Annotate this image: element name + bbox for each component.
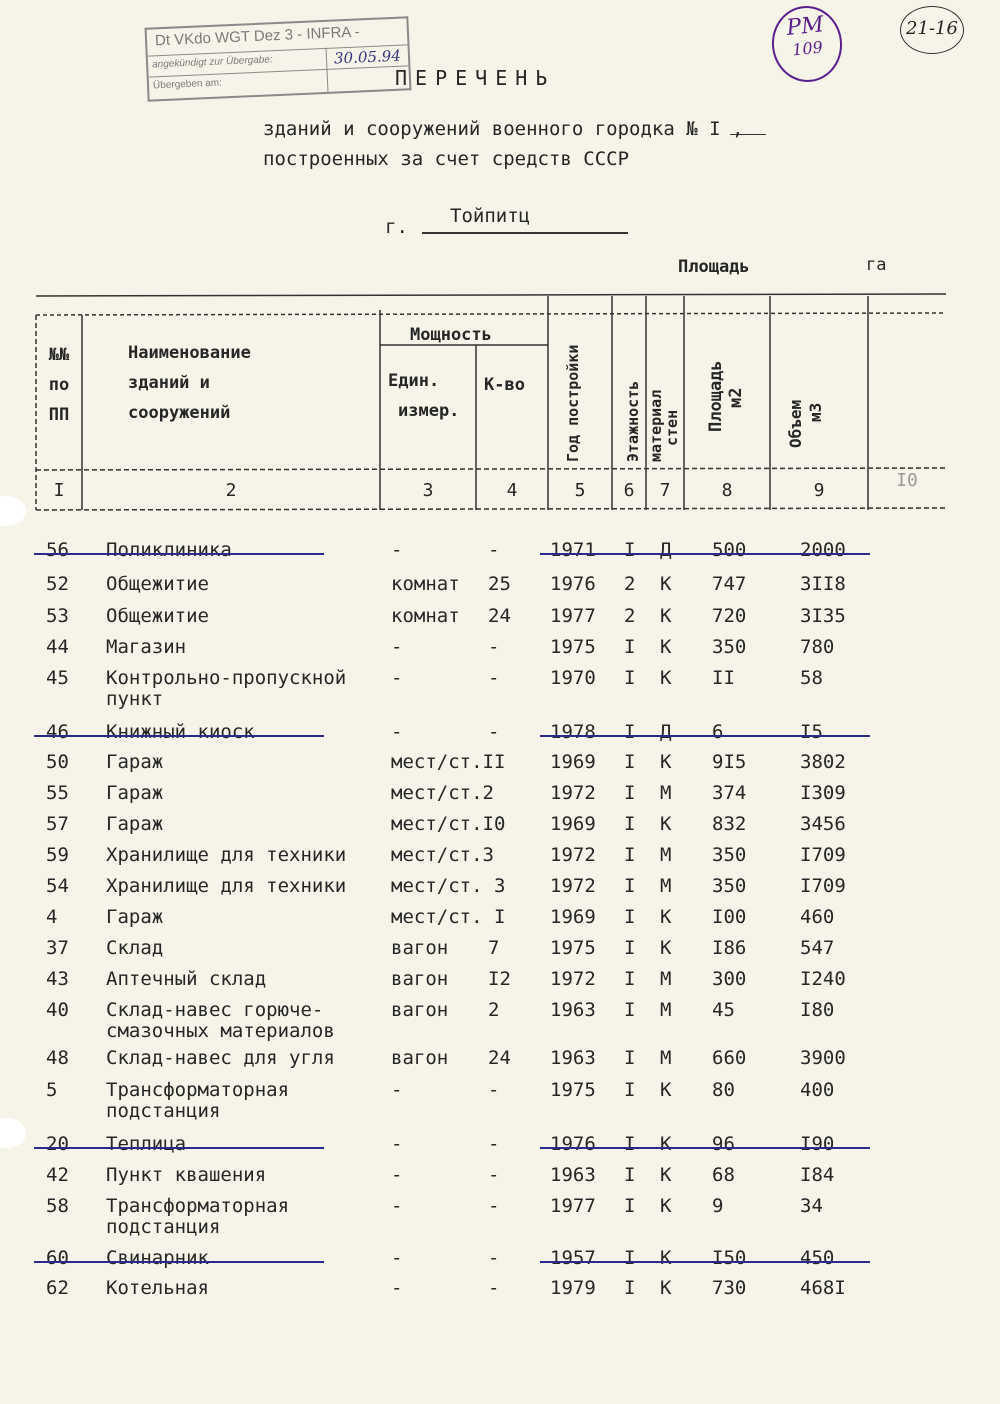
cell-year: 1975: [550, 636, 596, 658]
cell-year: 1976: [550, 573, 596, 595]
cell-area: I00: [712, 906, 747, 928]
cell-year: 1976: [550, 1133, 596, 1155]
cell-num: 53: [46, 605, 69, 627]
cell-unit: -: [391, 1195, 403, 1217]
cell-qty: -: [488, 1133, 500, 1155]
header-unit: Един. измер.: [388, 371, 460, 421]
handwritten-pm-mark: PM 109: [768, 3, 846, 86]
cell-qty: -: [488, 667, 500, 689]
strikethrough-name: [34, 1147, 324, 1149]
cell-num: 60: [46, 1247, 69, 1269]
cell-mat: Д: [660, 721, 672, 743]
cell-unit: мест/ст. I: [391, 906, 506, 928]
cell-mat: К: [660, 1079, 672, 1101]
cell-num: 50: [46, 751, 69, 773]
cell-qty: 24: [488, 605, 511, 627]
cell-mat: М: [660, 782, 672, 804]
cell-num: 58: [46, 1195, 69, 1217]
cell-vol: I5: [800, 721, 823, 743]
cell-unit: комнат: [391, 605, 460, 627]
cell-area: 747: [712, 573, 747, 595]
cell-num: 52: [46, 573, 69, 595]
stamp-line3: Übergeben am:: [152, 77, 223, 92]
cell-area: I86: [712, 937, 747, 959]
cell-mat: Д: [660, 539, 672, 561]
cell-num: 37: [46, 937, 69, 959]
cell-unit: -: [391, 1164, 403, 1186]
cell-area: 660: [712, 1047, 747, 1069]
cell-mat: К: [660, 1195, 672, 1217]
cell-floors: I: [624, 1079, 636, 1101]
stamp-handwritten-date: 30.05.94: [333, 46, 402, 68]
strikethrough-name: [34, 1261, 324, 1263]
cell-year: 1970: [550, 667, 596, 689]
cell-floors: I: [624, 844, 636, 866]
cell-name: Контрольно-пропускной пункт: [106, 667, 347, 710]
cell-name: Склад: [106, 937, 164, 959]
cell-vol: 2000: [800, 539, 846, 561]
cell-mat: К: [660, 667, 672, 689]
cell-area: 730: [712, 1277, 747, 1299]
cell-num: 43: [46, 968, 69, 990]
cell-num: 20: [46, 1133, 69, 1155]
cell-name: Трансформаторная подстанция: [106, 1079, 290, 1122]
handwritten-reference-mark: 21-16: [900, 6, 964, 54]
cell-unit: -: [391, 721, 403, 743]
cell-name: Склад-навес горюче- смазочных материалов: [106, 999, 335, 1042]
cell-num: 40: [46, 999, 69, 1021]
cell-num: 44: [46, 636, 69, 658]
cell-floors: I: [624, 1247, 636, 1269]
cell-num: 55: [46, 782, 69, 804]
header-name: Наименование зданий и сооружений: [128, 343, 251, 423]
cell-mat: К: [660, 1247, 672, 1269]
cell-floors: I: [624, 906, 636, 928]
cell-floors: I: [624, 1195, 636, 1217]
cell-year: 1963: [550, 999, 596, 1021]
cell-floors: I: [624, 968, 636, 990]
cell-vol: 450: [800, 1247, 835, 1269]
cell-unit: -: [391, 636, 403, 658]
cell-area: 6: [712, 721, 724, 743]
cell-area: I50: [712, 1247, 747, 1269]
cell-name: Книжный киоск: [106, 721, 255, 743]
punch-hole-bottom: [0, 1118, 26, 1148]
cell-name: Гараж: [106, 751, 164, 773]
header-volume: Объем м3: [786, 399, 825, 448]
cell-vol: I709: [800, 875, 846, 897]
cell-area: 832: [712, 813, 747, 835]
cell-mat: К: [660, 813, 672, 835]
cell-name: Котельная: [106, 1277, 209, 1299]
stamp-line2: angekündigt zur Übergabe:: [151, 54, 273, 71]
cell-year: 1972: [550, 844, 596, 866]
table-header-grid: [0, 0, 1000, 530]
cell-area: 350: [712, 844, 747, 866]
cell-mat: М: [660, 968, 672, 990]
colnum-7: 7: [659, 480, 671, 501]
cell-year: 1969: [550, 813, 596, 835]
cell-year: 1975: [550, 937, 596, 959]
strikethrough-name: [34, 735, 324, 737]
cell-name: Общежитие: [106, 573, 209, 595]
cell-qty: -: [488, 1195, 500, 1217]
cell-name: Магазин: [106, 636, 187, 658]
cell-num: 48: [46, 1047, 69, 1069]
cell-mat: М: [660, 844, 672, 866]
cell-area: 9I5: [712, 751, 747, 773]
cell-mat: М: [660, 999, 672, 1021]
cell-year: 1972: [550, 782, 596, 804]
cell-qty: 7: [488, 937, 500, 959]
cell-mat: К: [660, 1133, 672, 1155]
cell-mat: К: [660, 1277, 672, 1299]
cell-num: 62: [46, 1277, 69, 1299]
cell-floors: I: [624, 782, 636, 804]
cell-unit: мест/ст.3: [391, 844, 494, 866]
cell-qty: 25: [488, 573, 511, 595]
cell-unit: -: [391, 539, 403, 561]
cell-vol: 468I: [800, 1277, 846, 1299]
cell-vol: I90: [800, 1133, 835, 1155]
cell-qty: -: [488, 539, 500, 561]
cell-qty: -: [488, 1164, 500, 1186]
cell-year: 1975: [550, 1079, 596, 1101]
cell-floors: I: [624, 636, 636, 658]
cell-floors: I: [624, 751, 636, 773]
cell-unit: вагон: [391, 937, 449, 959]
cell-year: 1972: [550, 875, 596, 897]
cell-floors: 2: [624, 605, 636, 627]
cell-year: 1977: [550, 605, 596, 627]
header-material: материал стен: [647, 389, 681, 462]
cell-vol: I309: [800, 782, 846, 804]
document-title: ПЕРЕЧЕНЬ: [395, 66, 556, 90]
cell-floors: I: [624, 667, 636, 689]
cell-name: Гараж: [106, 813, 164, 835]
cell-num: 46: [46, 721, 69, 743]
area-label: Площадь: [678, 257, 750, 277]
cell-floors: I: [624, 813, 636, 835]
cell-name: Свинарник: [106, 1247, 209, 1269]
cell-qty: -: [488, 1247, 500, 1269]
cell-area: 720: [712, 605, 747, 627]
cell-name: Поликлиника: [106, 539, 232, 561]
cell-num: 57: [46, 813, 69, 835]
cell-year: 1957: [550, 1247, 596, 1269]
cell-area: 350: [712, 875, 747, 897]
cell-unit: -: [391, 667, 403, 689]
cell-mat: М: [660, 875, 672, 897]
cell-year: 1969: [550, 751, 596, 773]
cell-floors: I: [624, 539, 636, 561]
cell-area: 9: [712, 1195, 724, 1217]
cell-vol: I709: [800, 844, 846, 866]
cell-num: 42: [46, 1164, 69, 1186]
colnum-1: I: [53, 480, 65, 501]
cell-mat: К: [660, 605, 672, 627]
strikethrough-name: [34, 553, 324, 555]
cell-year: 1963: [550, 1047, 596, 1069]
cell-name: Хранилище для техники: [106, 875, 347, 897]
cell-area: 300: [712, 968, 747, 990]
header-year: Год постройки: [564, 344, 582, 462]
city-name: Тойпитц: [450, 205, 531, 227]
cell-name: Склад-навес для угля: [106, 1047, 335, 1069]
cell-vol: 3I35: [800, 605, 846, 627]
cell-floors: I: [624, 875, 636, 897]
cell-mat: М: [660, 1047, 672, 1069]
cell-vol: 3II8: [800, 573, 846, 595]
cell-qty: -: [488, 721, 500, 743]
cell-unit: -: [391, 1247, 403, 1269]
cell-name: Хранилище для техники: [106, 844, 347, 866]
cell-vol: 3900: [800, 1047, 846, 1069]
cell-qty: -: [488, 1079, 500, 1101]
cell-unit: комнат: [391, 573, 460, 595]
cell-floors: I: [624, 1133, 636, 1155]
cell-area: 350: [712, 636, 747, 658]
cell-unit: мест/ст.I0: [391, 813, 506, 835]
header-qty: К-во: [484, 375, 525, 395]
cell-unit: -: [391, 1133, 403, 1155]
cell-vol: 400: [800, 1079, 835, 1101]
cell-floors: I: [624, 1277, 636, 1299]
colnum-2: 2: [225, 480, 237, 501]
strikethrough-values: [540, 553, 870, 555]
cell-year: 1972: [550, 968, 596, 990]
cell-year: 1963: [550, 1164, 596, 1186]
cell-mat: К: [660, 906, 672, 928]
cell-floors: I: [624, 721, 636, 743]
strikethrough-values: [540, 1147, 870, 1149]
colnum-6: 6: [623, 480, 635, 501]
cell-year: 1978: [550, 721, 596, 743]
stamp-line1: Dt VKdo WGT Dez 3 - INFRA -: [154, 23, 361, 50]
header-capacity: Мощность: [410, 325, 492, 345]
cell-floors: I: [624, 1047, 636, 1069]
cell-year: 1969: [550, 906, 596, 928]
cell-name: Пункт квашения: [106, 1164, 267, 1186]
cell-floors: I: [624, 999, 636, 1021]
subtitle-line2: построенных за счет средств СССР: [263, 148, 630, 170]
cell-unit: мест/ст.2: [391, 782, 494, 804]
cell-vol: 58: [800, 667, 823, 689]
cell-mat: К: [660, 636, 672, 658]
cell-qty: -: [488, 636, 500, 658]
cell-area: 45: [712, 999, 735, 1021]
cell-unit: вагон: [391, 1047, 449, 1069]
colnum-8: 8: [721, 480, 733, 501]
cell-mat: К: [660, 751, 672, 773]
cell-vol: 460: [800, 906, 835, 928]
colnum-10: I0: [896, 470, 918, 491]
cell-name: Общежитие: [106, 605, 209, 627]
cell-mat: К: [660, 1164, 672, 1186]
cell-name: Теплица: [106, 1133, 187, 1155]
cell-floors: 2: [624, 573, 636, 595]
cell-qty: 24: [488, 1047, 511, 1069]
cell-unit: -: [391, 1277, 403, 1299]
cell-unit: вагон: [391, 999, 449, 1021]
cell-floors: I: [624, 1164, 636, 1186]
cell-vol: I80: [800, 999, 835, 1021]
cell-mat: К: [660, 937, 672, 959]
cell-area: II: [712, 667, 735, 689]
cell-name: Гараж: [106, 906, 164, 928]
cell-unit: вагон: [391, 968, 449, 990]
cell-year: 1977: [550, 1195, 596, 1217]
cell-unit: -: [391, 1079, 403, 1101]
cell-unit: мест/ст.II: [391, 751, 506, 773]
header-area: Площадь м2: [706, 360, 746, 432]
cell-num: 59: [46, 844, 69, 866]
cell-area: 96: [712, 1133, 735, 1155]
cell-year: 1979: [550, 1277, 596, 1299]
cell-vol: 34: [800, 1195, 823, 1217]
header-floors: Этажность: [624, 380, 642, 462]
strikethrough-values: [540, 1261, 870, 1263]
cell-qty: -: [488, 1277, 500, 1299]
colnum-4: 4: [506, 480, 518, 501]
area-unit: га: [866, 255, 887, 275]
cell-num: 45: [46, 667, 69, 689]
subtitle-line1: зданий и сооружений военного городка № I ,: [263, 118, 744, 140]
strikethrough-values: [540, 735, 870, 737]
cell-year: 1971: [550, 539, 596, 561]
header-num: №№ по ПП: [48, 345, 70, 425]
cell-name: Гараж: [106, 782, 164, 804]
cell-vol: 3802: [800, 751, 846, 773]
cell-num: 5: [46, 1079, 58, 1101]
cell-qty: I2: [488, 968, 511, 990]
cell-num: 56: [46, 539, 69, 561]
colnum-9: 9: [813, 480, 825, 501]
cell-name: Аптечный склад: [106, 968, 267, 990]
cell-vol: 3456: [800, 813, 846, 835]
cell-name: Трансформаторная подстанция: [106, 1195, 290, 1238]
cell-floors: I: [624, 937, 636, 959]
cell-num: 4: [46, 906, 58, 928]
city-prefix: г.: [385, 216, 408, 238]
cell-vol: 780: [800, 636, 835, 658]
cell-vol: I84: [800, 1164, 835, 1186]
cell-qty: 2: [488, 999, 500, 1021]
cell-vol: I240: [800, 968, 846, 990]
cell-unit: мест/ст. 3: [391, 875, 506, 897]
cell-area: 374: [712, 782, 747, 804]
colnum-3: 3: [422, 480, 434, 501]
cell-num: 54: [46, 875, 69, 897]
cell-area: 68: [712, 1164, 735, 1186]
cell-vol: 547: [800, 937, 835, 959]
cell-mat: К: [660, 573, 672, 595]
cell-area: 500: [712, 539, 747, 561]
colnum-5: 5: [574, 480, 586, 501]
cell-area: 80: [712, 1079, 735, 1101]
